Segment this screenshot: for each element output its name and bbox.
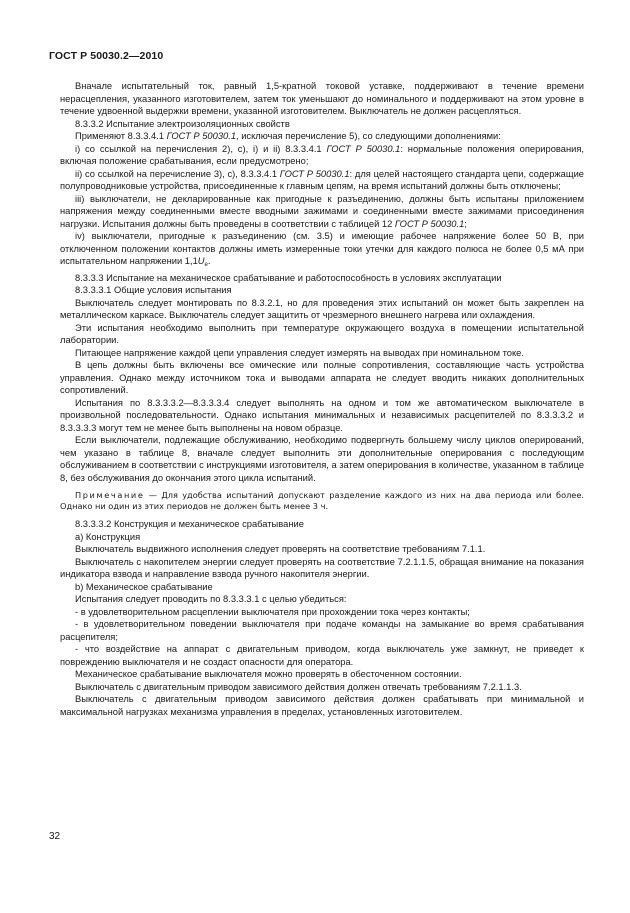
paragraph-resistances: В цепь должны быть включены все омические или полные сопротивления, составляющие часть устройства управления. Однако между источником тока и выводами аппарата не следует вводить никаких дополнительных сопротивлений. bbox=[60, 360, 584, 395]
section-8-3-3-3-1-title: 8.3.3.3.1 Общие условия испытания bbox=[75, 285, 232, 295]
list-item-dash-3: - что воздействие на аппарат с двигательным приводом, когда выключатель уже замкнут, не приведет к повреждению выключателя и не создаст опасности для оператора. bbox=[60, 644, 584, 667]
document-body bbox=[60, 80, 584, 718]
standard-ref: ГОСТ Р 50030.1 bbox=[166, 131, 237, 141]
paragraph-deenergized: Механическое срабатывание выключателя можно проверять в обесточенном состоянии. bbox=[75, 669, 462, 679]
standard-ref: ГОСТ Р 50030.1 bbox=[394, 218, 465, 229]
paragraph-temperature: Эти испытания необходимо выполнить при температуре окружающего воздуха в помещении испытательной лаборатории. bbox=[60, 322, 584, 345]
paragraph-withdrawable: Выключатель выдвижного исполнения следует проверять на соответствие требованиям 7.1.1. bbox=[75, 544, 486, 554]
paragraph-apply-8-3-3-4-1: Применяют 8.3.3.4.1 ГОСТ Р 50030.1, исключая перечисление 5), со следующими дополнениями: bbox=[75, 131, 501, 141]
page-number: 32 bbox=[49, 831, 61, 842]
list-item-dash-1: - в удовлетворительном расцеплении выключателя при прохождении тока через контакты; bbox=[75, 606, 470, 617]
standard-ref: ГОСТ Р 50030.1 bbox=[326, 143, 401, 154]
voltage-subscript: e bbox=[204, 262, 208, 268]
list-item-iv: iv) выключатели, пригодные к разъединению (см. 3.5) и имеющие рабочее напряжение более 50 В, при отключенном положении контактов должны иметь измеренные токи утечки для каждого полюса не более 0,5 мА при испытательном напряжении $1,1U_e$. bbox=[60, 231, 584, 268]
paragraph-supply-voltage: Питающее напряжение каждой цепи управления следует измерять на выводах при номинальном токе. bbox=[75, 347, 524, 358]
paragraph-test-sequence: Испытания по 8.3.3.3.2—8.3.3.3.4 следует выполнять на одном и том же автоматическом выключателе в произвольной последовательности. Однако испытания минимальных и независимых расцепителей по 8.3.3.3.2 и 8.3.3.3.3 могут тем не менее быть выполнены на новом образце. bbox=[60, 397, 584, 433]
note bbox=[60, 490, 584, 512]
subsection-b-title: b) Механическое срабатывание bbox=[75, 581, 213, 592]
note-label: Примечание bbox=[75, 490, 145, 500]
paragraph-motor-drive-1: Выключатель с двигательным приводом зависимого действия должен отвечать требованиям 7.2.1.1.3. bbox=[75, 681, 522, 692]
paragraph-motor-drive-2: Выключатель с двигательным приводом зависимого действия должен срабатывать при минимальной и максимальной нагрузках механизма управления в пределах, установленных изготовителем. bbox=[60, 694, 584, 717]
standard-header: ГОСТ Р 50030.2—2010 bbox=[49, 50, 164, 62]
subsection-a-title: a) Конструкция bbox=[75, 531, 141, 542]
paragraph-tests-purpose: Испытания следует проводить по 8.3.3.3.1 с целью убедиться: bbox=[75, 594, 347, 604]
list-item-i: i) со ссылкой на перечисления 2), с), i) и ii) 8.3.3.4.1 ГОСТ Р 50030.1: нормальные положения оперирования, включая положение срабатывания, если предусмотрено; bbox=[60, 143, 585, 166]
list-item-ii: ii) со ссылкой на перечисление 3), с), 8.3.3.4.1 ГОСТ Р 50030.1: для целей настоящего стандарта цепи, содержащие полупроводниковые устройства, присоединенные к главным цепям, на время испытаний должны быть отключены; bbox=[60, 168, 584, 191]
list-item-iii: iii) выключатели, не декларированные как пригодные к разъединению, должны быть испытаны приложением напряжения между соединенными вместе вводными зажимами и соединенными вместе зажимами присоединения нагрузки. Испытания должны быть проведены в соответствии с таблицей 12 ГОСТ Р 50030.1; bbox=[60, 193, 584, 229]
section-8-3-3-3-2-title: 8.3.3.3.2 Конструкция и механическое срабатывание bbox=[75, 519, 304, 529]
section-8-3-3-3-title: 8.3.3.3 Испытание на механическое срабатывание и работоспособность в условиях эксплуатации bbox=[75, 272, 502, 283]
voltage-symbol: U bbox=[197, 256, 205, 266]
paragraph-mounting: Выключатель следует монтировать по 8.3.2.1, но для проведения этих испытаний он может быть закреплен на металлическом каркасе. Выключатель следует защитить от чрезмерного внешнего нагрева или охлаждения. bbox=[60, 297, 584, 320]
note-text: — Для удобства испытаний допускают разделение каждого из них на два периода или более. Однако ни один из этих периодов не должен быть менее 3 ч. bbox=[60, 490, 584, 511]
section-8-3-3-2-title: 8.3.3.2 Испытание электроизоляционных свойств bbox=[75, 118, 290, 129]
paragraph-test-current: Вначале испытательный ток, равный 1,5-кратной токовой уставке, поддерживают в течение времени нерасцепления, указанного изготовителем, затем ток уменьшают до номинального и поддерживают на этом уровне в течение удвоенной выдержки времени, указанной изготовителем. Выключатель не должен расцепляться. bbox=[60, 81, 584, 116]
standard-ref: ГОСТ Р 50030.1 bbox=[279, 168, 350, 179]
list-item-dash-2: - в удовлетворительном поведении выключателя при подаче команды на замыкание во время срабатывания расцепителя; bbox=[60, 619, 584, 642]
paragraph-stored-energy: Выключатель с накопителем энергии следует проверять на соответствие 7.2.1.1.5, обращая внимание на показания индикатора взвода и направление взвода ручного накопителя энергии. bbox=[60, 556, 584, 579]
paragraph-maintenance: Если выключатели, подлежащие обслуживанию, необходимо подвергнуть большему числу циклов оперирований, чем указано в таблице 8, вначале следует выполнить эти дополнительные оперирования с последующим обслуживанием в соответствии с инструкциями изготовителя, а затем оперирования в количестве, указанном в таблице 8, без обслуживания до окончания этого цикла испытаний. bbox=[60, 435, 585, 483]
